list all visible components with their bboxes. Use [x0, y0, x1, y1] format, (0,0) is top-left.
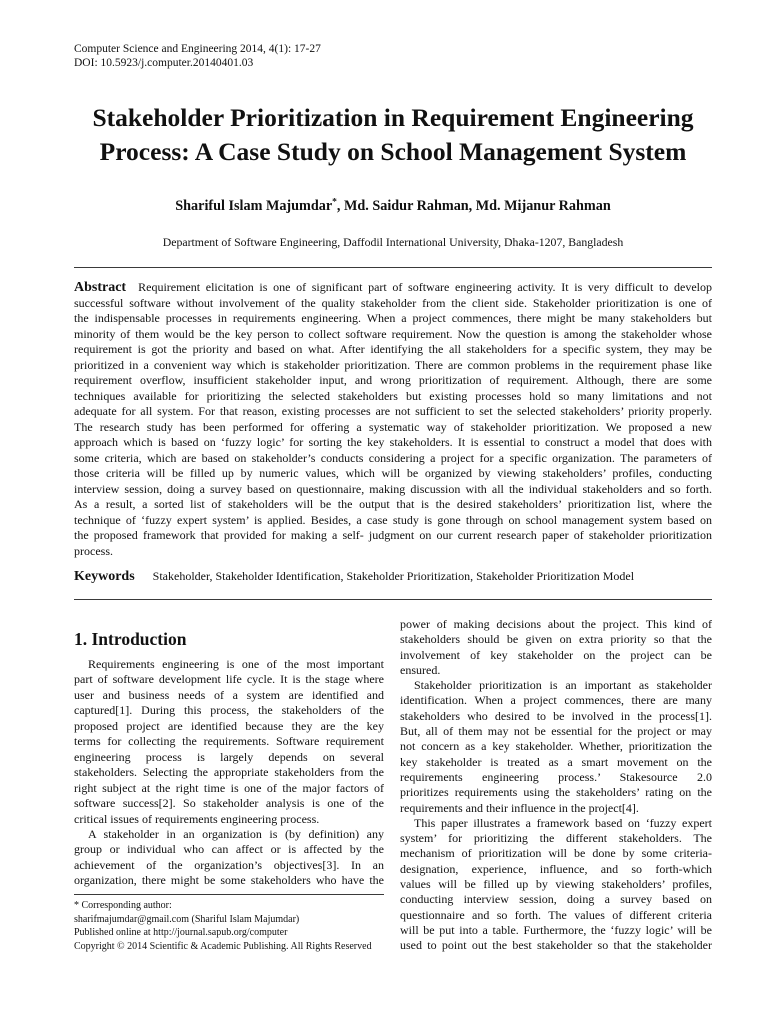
abstract — [74, 280, 712, 559]
body-line: right subject at the right time is one of the major factors of — [74, 780, 384, 795]
abstract-line: The research study has been performed for offering a systematic way of stakeholder prioritization. We proposed a new — [74, 419, 712, 434]
body-line: key stakeholder is treated as a smart movement on the — [400, 754, 712, 769]
abstract-line: the indispensable processes in requirements engineering. When a project commences, there might be many stakeholders but — [74, 311, 712, 325]
intro-left-column — [74, 657, 384, 889]
title-line: Process: A Case Study on School Management System — [99, 137, 687, 166]
body-line: stakeholders should be given on extra priority so that the — [400, 632, 712, 647]
keywords-label: Keywords — [74, 569, 135, 584]
body-line: stakeholders. Selecting the appropriate stakeholders from the — [74, 765, 384, 780]
keywords-text: Stakeholder, Stakeholder Identification, Stakeholder Prioritization, Stakeholder Prioritization Model — [152, 569, 635, 583]
body-line: But, all of them may not be essential for the project or may — [400, 724, 712, 739]
author-email: sharifmajumdar@gmail.com (Shariful Islam Majumdar) — [74, 913, 300, 925]
body-line: software success[2]. So stakeholder analysis is one of the — [74, 796, 384, 811]
body-line: terms for collecting the requirements. Software requirement — [74, 734, 384, 749]
journal-header — [74, 42, 321, 70]
abstract-line: As a result, a sorted list of stakeholders will be the output that is the desired stakeholders’ prioritization list, where the — [74, 497, 712, 511]
body-line: Stakeholder prioritization is an important as stakeholder — [414, 678, 712, 693]
abstract-line: the proposed framework that provided for making a self- judgment on our current research paper of stakeholder prioritization — [74, 528, 712, 542]
abstract-line-text: Requirement elicitation is one of significant part of software engineering activity. It is very difficult to develop — [138, 280, 712, 294]
abstract-line: requirement overflow, insufficient stakeholder input, and wrong prioritization of requirement. Although, there are some — [74, 373, 712, 387]
abstract-line: technique of ‘fuzzy expert system’ is applied. Besides, a case study is gone through on school management system based on — [74, 512, 712, 527]
section-heading: 1. Introduction — [74, 629, 187, 649]
co-authors: , Md. Saidur Rahman, Md. Mijanur Rahman — [336, 198, 611, 214]
horizontal-rule — [74, 267, 712, 268]
body-line: designation, experience, influence, and so forth-which — [400, 861, 712, 876]
corresponding-author-mark: * — [332, 197, 337, 208]
body-line: achievement of the organization’s objectives[3]. In an — [74, 857, 384, 872]
copyright-note: Copyright © 2014 Scientific & Academic Publishing. All Rights Reserved — [74, 940, 372, 952]
body-line: questionnaire and so forth. The values of different criteria — [400, 907, 712, 922]
first-author: Shariful Islam Majumdar — [175, 198, 333, 214]
body-line: used to point out the best stakeholder so that the stakeholder — [400, 938, 712, 953]
body-line: identification. When a project commences, there are many — [400, 693, 712, 708]
body-line: conducting interview session, doing a survey based on — [400, 892, 712, 907]
footnote-rule — [74, 894, 384, 895]
abstract-label: Abstract — [74, 280, 127, 295]
body-line: proposed project are identified because they are the key — [74, 718, 384, 733]
intro-right-column — [400, 617, 712, 954]
abstract-line: those criteria will be filled up by numeric values, which will be organized by viewing stakeholders’ profiles, conducting — [74, 466, 712, 480]
abstract-line: adequate for all system. For that reason, existing processes are not sufficient to set the selected stakeholders’ priority properly. — [74, 404, 712, 418]
keywords — [74, 567, 712, 586]
body-line: engineering process is largely depends on several — [74, 749, 384, 764]
body-line: requirements engineering process.’ Stakesource 2.0 — [400, 769, 712, 784]
body-line: requirements and their influence in the project[4]. — [400, 800, 639, 815]
journal-citation: Computer Science and Engineering 2014, 4(1): 17-27 — [74, 43, 321, 55]
body-line: part of software development life cycle. It is the stage where — [74, 672, 384, 687]
doi: DOI: 10.5923/j.computer.20140401.03 — [74, 57, 254, 69]
body-line: A stakeholder in an organization is (by definition) any — [88, 826, 384, 841]
body-line: power of making decisions about the project. This kind of — [400, 617, 712, 631]
published-online-note: Published online at http://journal.sapub.org/computer — [74, 927, 288, 939]
body-line: Requirements engineering is one of the most important — [88, 657, 384, 671]
abstract-line: successful software without involvement of the quality stakeholder from the client side. Stakeholder prioritization is one of — [74, 295, 712, 310]
abstract-line: process. — [74, 543, 113, 558]
corresponding-author-note: * Corresponding author: — [74, 900, 172, 911]
body-line: group or individual who can affect or is affected by the — [74, 842, 384, 857]
affiliation: Department of Software Engineering, Daffodil International University, Dhaka-1207, Bangladesh — [162, 235, 624, 249]
body-line: will be put into a table. Furthermore, the ‘fuzzy logic’ will be — [400, 922, 712, 937]
footnotes — [74, 899, 384, 953]
abstract-line: some criteria, which are based on stakeholder’s conducts considering a project for a specific organization. The parameters of — [74, 450, 712, 465]
abstract-line: minority of them would be the key person to collect software requirement. Now the question is among the stakeholder whose — [74, 326, 712, 341]
body-line: values will be filled up by viewing stakeholders’ profiles, — [400, 877, 712, 892]
body-line: not concern as a key stakeholder. Whether, prioritization the — [400, 739, 712, 754]
body-line: critical issues of requirements engineering process. — [74, 811, 320, 826]
body-line: captured[1]. During this process, the stakeholders of the — [74, 703, 384, 718]
body-line: mechanism of prioritization will be done by some criteria- — [400, 846, 712, 861]
body-line: This paper illustrates a framework based on ‘fuzzy expert — [414, 815, 712, 830]
abstract-line — [74, 280, 712, 296]
body-line: prioritizes requirements using the stakeholders’ rating on the — [400, 785, 712, 800]
abstract-line: approach which is based on ‘fuzzy logic’ for sorting the key stakeholders. It is essential to construct a model that does with — [74, 435, 712, 449]
paper-title — [18, 101, 768, 169]
body-line: involvement of key stakeholder on the project can be — [400, 647, 712, 662]
abstract-line: requirement is got the priority and based on what. After identifying the all stakeholders for a specific system, they may be — [74, 342, 712, 356]
body-line: stakeholders who desired to be involved in the process[1]. — [400, 708, 712, 723]
body-line: system’ for prioritizing the different stakeholders. The — [400, 831, 712, 846]
author-list — [18, 197, 768, 215]
body-line: ensured. — [400, 662, 441, 677]
body-line: organization, there might be some stakeholders who have the — [74, 873, 384, 888]
abstract-line: prioritized in a convenient way which is stakeholder prioritization. There are common problems in the requirement phase like — [74, 357, 712, 372]
abstract-line: techniques available for prioritizing the selected stakeholders but existing processes hold so many limitations and not — [74, 388, 712, 403]
abstract-line: interview session, doing a survey based on questionnaire, making discussion with all the individual stakeholders and so forth. — [74, 481, 712, 496]
horizontal-rule — [74, 599, 712, 600]
title-line: Stakeholder Prioritization in Requirement Engineering — [92, 103, 694, 132]
body-line: user and business needs of a system are identified and — [74, 687, 384, 702]
